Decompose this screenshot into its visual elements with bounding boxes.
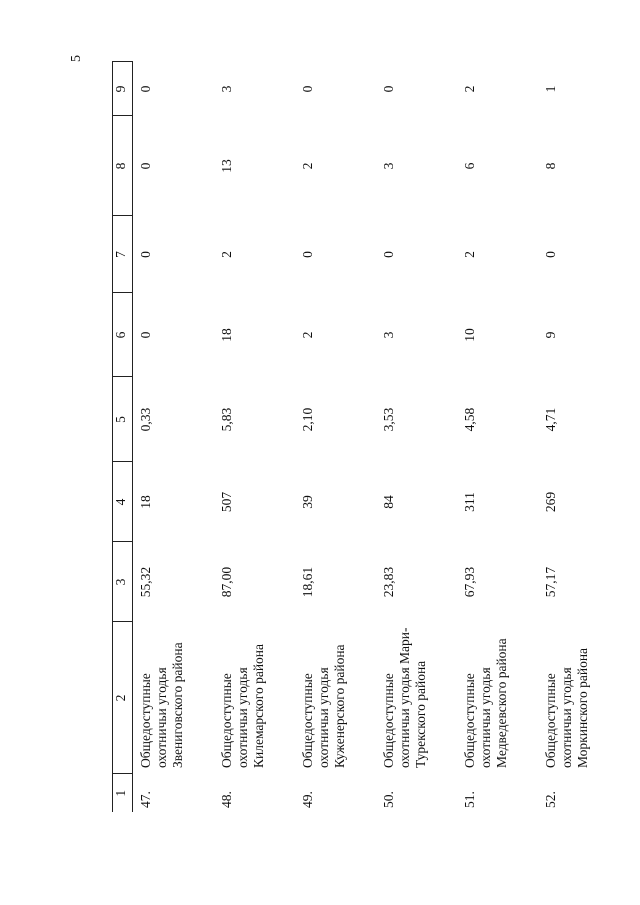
cell-col-9: 1	[543, 85, 558, 93]
cell-col-9: 0	[381, 85, 396, 93]
header-col-1: 1	[113, 774, 133, 812]
page-number: 5	[69, 55, 84, 62]
row-number: 49.	[300, 791, 315, 808]
cell-col-4: 269	[543, 491, 558, 513]
header-col-3: 3	[113, 542, 133, 622]
cell-col-3: 55,32	[138, 566, 153, 598]
cell-col-6: 0	[138, 331, 153, 339]
cell-col-6: 18	[219, 328, 234, 342]
cell-col-9: 3	[219, 85, 234, 93]
header-col-8: 8	[113, 116, 133, 216]
cell-col-3: 23,83	[381, 566, 396, 598]
row-number: 50.	[381, 791, 396, 808]
header-col-9: 9	[113, 62, 133, 116]
cell-col-5: 3,53	[381, 407, 396, 432]
cell-col-7: 0	[138, 251, 153, 258]
cell-col-5: 4,58	[462, 407, 477, 432]
row-name: Общедоступные охотничьи угодья Звениговского района	[138, 642, 185, 768]
table-row	[376, 62, 457, 812]
cell-col-3: 57,17	[543, 566, 558, 598]
table-row	[538, 62, 619, 812]
header-col-7: 7	[113, 216, 133, 293]
row-number: 48.	[219, 791, 234, 808]
cell-col-3: 87,00	[219, 566, 234, 598]
cell-col-9: 0	[138, 85, 153, 93]
header-row	[113, 62, 133, 812]
cell-col-3: 67,93	[462, 566, 477, 598]
row-number: 51.	[462, 791, 477, 808]
row-name: Общедоступные охотничьи угодья Мари-Турекского района	[381, 627, 428, 768]
cell-col-4: 18	[138, 495, 153, 509]
table-row	[214, 62, 295, 812]
cell-col-7: 0	[381, 251, 396, 258]
row-name: Общедоступные охотничьи угодья Моркинского района	[543, 647, 590, 768]
cell-col-8: 6	[462, 162, 477, 170]
row-name: Общедоступные охотничьи угодья Медведевского района	[462, 638, 509, 768]
cell-col-9: 2	[462, 85, 477, 93]
cell-col-6: 9	[543, 331, 558, 339]
cell-col-5: 2,10	[300, 407, 315, 432]
cell-col-8: 8	[543, 162, 558, 170]
row-name: Общедоступные охотничьи угодья Куженерского района	[300, 644, 347, 768]
table-row	[295, 62, 376, 812]
cell-col-8: 0	[138, 162, 153, 170]
cell-col-7: 2	[219, 251, 234, 258]
header-col-6: 6	[113, 293, 133, 377]
cell-col-3: 18,61	[300, 566, 315, 598]
data-table	[112, 62, 619, 813]
row-number: 47.	[138, 791, 153, 808]
cell-col-8: 13	[219, 159, 234, 173]
cell-col-9: 0	[300, 85, 315, 93]
cell-col-4: 39	[300, 495, 315, 509]
table-row	[457, 62, 538, 812]
row-number: 52.	[543, 791, 558, 808]
cell-col-6: 2	[300, 331, 315, 339]
cell-col-5: 0,33	[138, 407, 153, 432]
header-col-5: 5	[113, 377, 133, 462]
row-name: Общедоступные охотничьи угодья Килемарского района	[219, 643, 266, 768]
cell-col-6: 3	[381, 331, 396, 339]
header-col-4: 4	[113, 462, 133, 542]
cell-col-5: 4,71	[543, 407, 558, 432]
cell-col-4: 507	[219, 491, 234, 513]
cell-col-6: 10	[462, 328, 477, 342]
cell-col-7: 0	[543, 251, 558, 258]
cell-col-7: 0	[300, 251, 315, 258]
cell-col-5: 5,83	[219, 407, 234, 432]
cell-col-4: 84	[381, 495, 396, 509]
cell-col-8: 3	[381, 162, 396, 170]
cell-col-7: 2	[462, 251, 477, 258]
cell-col-4: 311	[462, 492, 477, 512]
cell-col-8: 2	[300, 162, 315, 170]
header-col-2: 2	[113, 622, 133, 774]
rotated-table-container	[112, 62, 590, 812]
table-row	[133, 62, 215, 812]
